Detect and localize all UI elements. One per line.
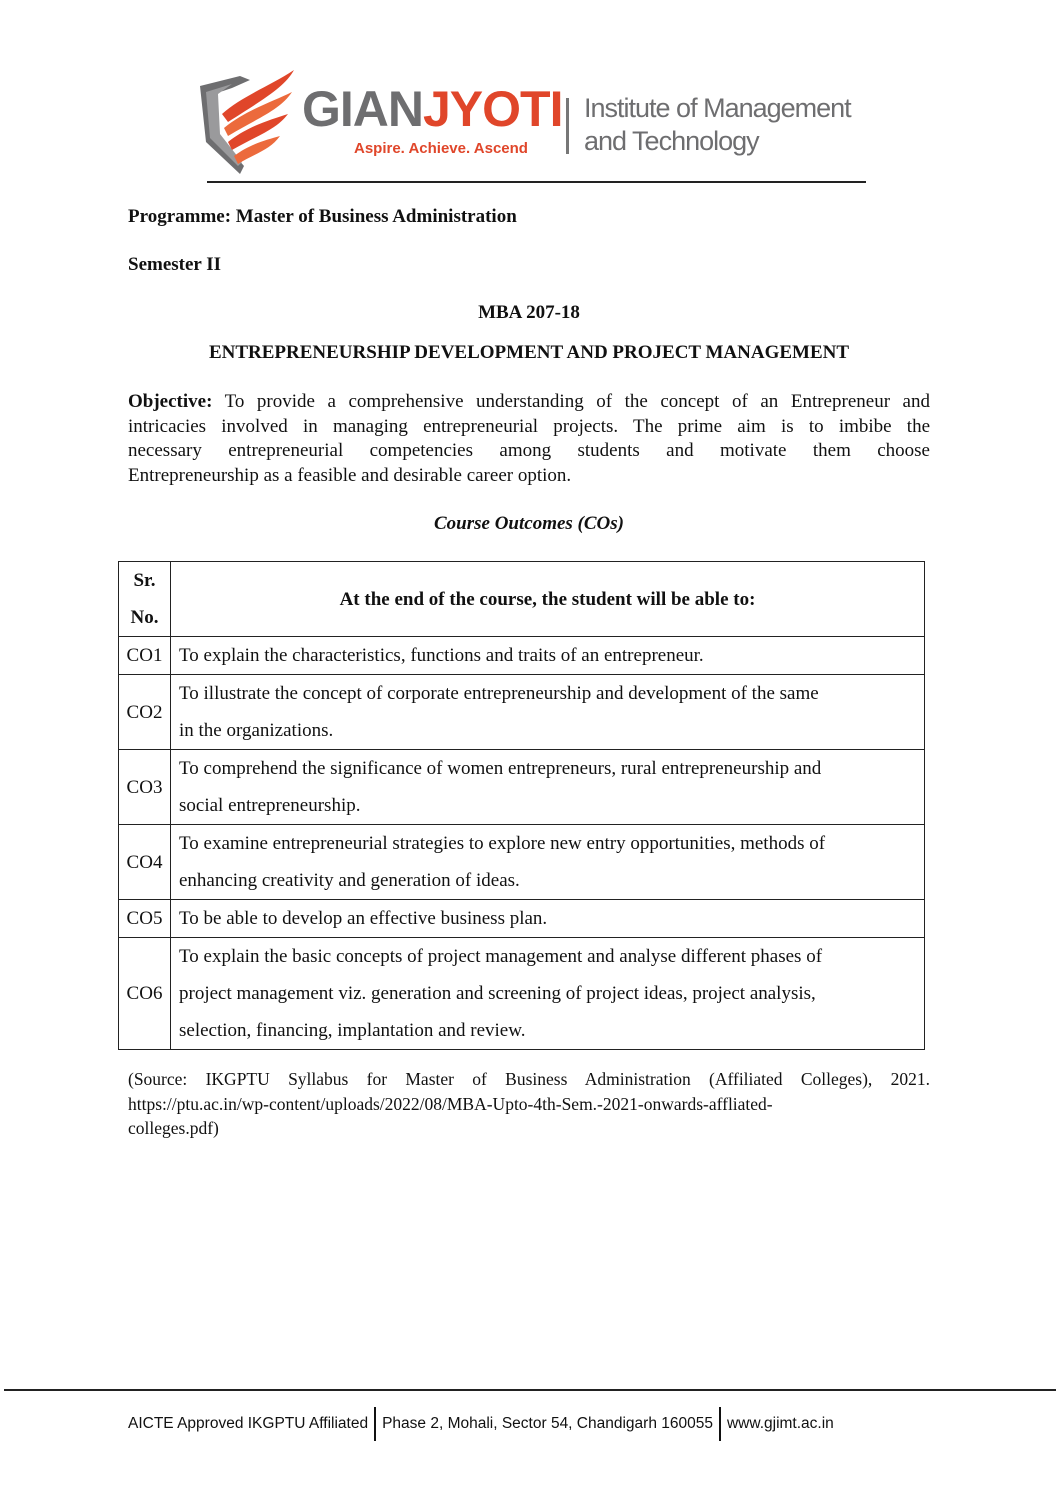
objective-label: Objective: [128, 391, 213, 412]
co-description: To comprehend the significance of women entrepreneurs, rural entrepreneurship and social entrepreneurship. [171, 750, 925, 825]
co-description: To explain the characteristics, functions and traits of an entrepreneur. [171, 637, 925, 675]
co-code: CO5 [119, 900, 171, 938]
objective-line: Entrepreneurship as a feasible and desirable career option. [128, 464, 572, 486]
course-outcomes-table [118, 561, 925, 1050]
source-line: colleges.pdf) [128, 1118, 219, 1138]
objective-line: Objective: To provide a comprehensive understanding of the concept of an Entrepreneur and [128, 391, 930, 412]
brand-name-jyoti: JYOTI [423, 81, 563, 137]
course-outcomes-heading: Course Outcomes (COs) [433, 513, 624, 534]
footer-website[interactable]: www.gjimt.ac.in [726, 1415, 834, 1432]
objective-line: necessary entrepreneurial competencies among students and motivate them choose [128, 440, 930, 461]
table-header-row [119, 562, 925, 637]
institute-name [584, 92, 851, 158]
co-code: CO1 [119, 637, 171, 675]
source-url: https://ptu.ac.in/wp-content/uploads/2022/08/MBA-Upto-4th-Sem.-2021-onwards-affliated- [128, 1093, 773, 1114]
table-row [119, 825, 925, 900]
table-row [119, 938, 925, 1050]
page-footer [128, 1407, 834, 1441]
footer-divider [4, 1389, 1056, 1391]
objective-paragraph [128, 390, 930, 488]
co-description: To illustrate the concept of corporate entrepreneurship and development of the same in the organizations. [171, 675, 925, 750]
course-code: MBA 207-18 [478, 302, 580, 323]
programme-heading: Programme: Master of Business Administration [128, 206, 517, 227]
source-citation [128, 1067, 930, 1141]
table-row [119, 900, 925, 938]
brand-separator [566, 98, 569, 154]
brand-tagline: Aspire. Achieve. Ascend [354, 140, 528, 157]
course-title: ENTREPRENEURSHIP DEVELOPMENT AND PROJECT MANAGEMENT [208, 342, 850, 363]
source-line: (Source: IKGPTU Syllabus for Master of Business Administration (Affiliated Colleges), 2021. [128, 1069, 930, 1089]
co-description: To explain the basic concepts of project management and analyse different phases of project management viz. generation and screening of project ideas, project analysis, selection, financing, implantation and review. [171, 938, 925, 1050]
objective-line: intricacies involved in managing entrepreneurial projects. The prime aim is to imbibe the [128, 415, 930, 437]
footer-separator [374, 1407, 376, 1441]
table-row [119, 750, 925, 825]
institute-name-line1: Institute of Management [584, 93, 851, 123]
header-description: At the end of the course, the student will be able to: [171, 562, 925, 637]
co-code: CO3 [119, 750, 171, 825]
co-code: CO6 [119, 938, 171, 1050]
header-sr-no: Sr. No. [119, 562, 171, 637]
co-code: CO2 [119, 675, 171, 750]
footer-address: Phase 2, Mohali, Sector 54, Chandigarh 160055 [382, 1415, 713, 1432]
co-code: CO4 [119, 825, 171, 900]
table-row [119, 637, 925, 675]
gianjyoti-logo-emblem-icon [192, 66, 298, 178]
brand-name-gian: GIAN [302, 81, 423, 137]
header-divider [207, 181, 866, 183]
footer-approval: AICTE Approved IKGPTU Affiliated [128, 1415, 369, 1432]
institute-name-line2: and Technology [584, 126, 759, 156]
brand-wordmark [302, 81, 563, 137]
table-row [119, 675, 925, 750]
co-description: To examine entrepreneurial strategies to explore new entry opportunities, methods of enhancing creativity and generation of ideas. [171, 825, 925, 900]
semester-heading: Semester II [128, 254, 222, 275]
co-description: To be able to develop an effective business plan. [171, 900, 925, 938]
footer-separator [719, 1407, 721, 1441]
